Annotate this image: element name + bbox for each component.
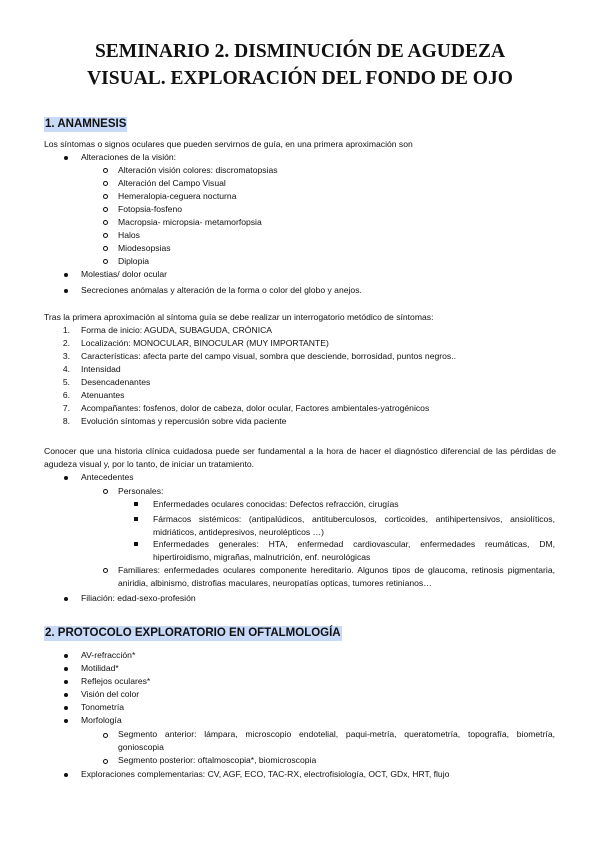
list-number: 6.	[62, 390, 70, 400]
title-line-2: VISUAL. EXPLORACIÓN DEL FONDO DE OJO	[87, 68, 513, 89]
list-item: Familiares: enfermedades oculares componente hereditario. Algunos tipos de glaucoma, retinosis pigmentaria, aniridia, albinismo, distrofias maculares, neuropatías opticas, tumores retinianos…	[118, 565, 555, 588]
list-item: Visión del color	[81, 689, 140, 699]
circle-bullet	[103, 568, 108, 573]
list-item: Segmento anterior: lámpara, microscopio endotelial, paqui-metría, queratometría, topografía, biometría, gonioscopia	[118, 729, 555, 752]
circle-bullet	[103, 168, 108, 173]
circle-bullet	[103, 233, 108, 238]
list-item: Hemeralopia-ceguera nocturna	[118, 191, 237, 201]
intro-paragraph-2: Tras la primera aproximación al síntoma guía se debe realizar un interrogatorio metódico de síntomas:	[44, 312, 434, 322]
circle-bullet	[103, 733, 108, 738]
list-item: Localización: MONOCULAR, BINOCULAR (MUY IMPORTANTE)	[81, 338, 329, 348]
section-heading-anamnesis: 1. ANAMNESIS	[45, 118, 127, 130]
list-item: Tonometría	[81, 702, 124, 712]
bullet-dot	[64, 654, 68, 658]
circle-bullet	[103, 207, 108, 212]
bullet-dot	[64, 273, 68, 277]
bullet-dot	[64, 156, 68, 160]
bullet-dot	[64, 476, 68, 480]
bullet-dot	[64, 693, 68, 697]
list-item: Alteración del Campo Visual	[118, 178, 226, 188]
intro-paragraph: Los síntomas o signos oculares que pueden servirnos de guía, en una primera aproximación son	[44, 139, 413, 149]
list-item: Alteraciones de la visión:	[81, 152, 177, 162]
list-item: Motilidad*	[81, 663, 119, 673]
list-number: 5.	[62, 377, 70, 387]
bullet-dot	[64, 597, 68, 601]
list-item: Forma de inicio: AGUDA, SUBAGUDA, CRÓNICA	[81, 325, 273, 335]
title-line-1: SEMINARIO 2. DISMINUCIÓN DE AGUDEZA	[94, 41, 506, 62]
circle-bullet	[103, 194, 108, 199]
list-item: Fotopsia-fosfeno	[118, 204, 183, 214]
list-item: Enfermedades generales: HTA, enfermedad cardiovascular, enfermedades reumáticas, DM, hipertiroidismo, migrañas, malnutrición, enf. neurológicas	[153, 539, 555, 562]
list-number: 4.	[62, 364, 70, 374]
list-item: Acompañantes: fosfenos, dolor de cabeza, dolor ocular, Factores ambientales-yatrogénicos	[81, 403, 430, 413]
list-item: Alteración visión colores: discromatopsias	[118, 165, 278, 175]
history-paragraph: Conocer que una historia clínica cuidadosa puede ser fundamental a la hora de hacer el diagnóstico diferencial de las pérdidas de agudeza visual y, por lo tanto, de iniciar un tratamiento.	[44, 446, 556, 469]
list-item: Macropsia- micropsia- metamorfopsia	[118, 217, 262, 227]
circle-bullet	[103, 246, 108, 251]
list-item: Molestias/ dolor ocular	[81, 269, 167, 279]
list-item: Morfología	[81, 715, 122, 725]
list-item: Exploraciones complementarias: CV, AGF, ECO, TAC-RX, electrofisiología, OCT, GDx, HRT, flujo	[81, 769, 450, 779]
list-item: Fármacos sistémicos: (antipalúdicos, antituberculosos, corticoides, antihipertensivos, ansiolíticos, midriáticos, antidepresivos, neurolépticos …)	[153, 514, 555, 537]
list-item: AV-refracción*	[81, 650, 136, 660]
list-item: Miodesopsias	[118, 243, 171, 253]
list-item: Intensidad	[81, 364, 121, 374]
circle-bullet	[103, 489, 108, 494]
list-item: Diplopia	[118, 256, 150, 266]
list-item: Segmento posterior: oftalmoscopia*, biomicroscopia	[118, 755, 317, 765]
bullet-dot	[64, 289, 68, 293]
circle-bullet	[103, 259, 108, 264]
list-number: 1.	[62, 325, 70, 335]
bullet-dot	[64, 719, 68, 723]
list-item: Desencadenantes	[81, 377, 151, 387]
list-item: Personales:	[118, 486, 164, 496]
square-bullet	[134, 502, 138, 506]
list-item: Reflejos oculares*	[81, 676, 151, 686]
circle-bullet	[103, 181, 108, 186]
list-item: Características: afecta parte del campo visual, sombra que desciende, borrosidad, puntos negros..	[81, 351, 456, 361]
section-heading-protocolo: 2. PROTOCOLO EXPLORATORIO EN OFTALMOLOGÍA	[45, 627, 341, 639]
list-item: Atenuantes	[81, 390, 125, 400]
bullet-dot	[64, 706, 68, 710]
bullet-dot	[64, 680, 68, 684]
bullet-dot	[64, 667, 68, 671]
list-item: Evolución síntomas y repercusión sobre vida paciente	[81, 416, 287, 426]
list-item: Antecedentes	[81, 472, 134, 482]
list-item: Enfermedades oculares conocidas: Defectos refracción, cirugías	[153, 499, 399, 509]
circle-bullet	[103, 759, 108, 764]
list-item: Secreciones anómalas y alteración de la forma o color del globo y anejos.	[81, 285, 362, 295]
list-number: 3.	[62, 351, 70, 361]
square-bullet	[134, 517, 138, 521]
circle-bullet	[103, 220, 108, 225]
document-title	[20, 38, 580, 92]
bullet-dot	[64, 773, 68, 777]
square-bullet	[134, 542, 138, 546]
list-number: 7.	[62, 403, 70, 413]
list-number: 2.	[62, 338, 70, 348]
list-number: 8.	[62, 416, 70, 426]
list-item: Halos	[118, 230, 140, 240]
list-item: Filiación: edad-sexo-profesión	[81, 593, 196, 603]
